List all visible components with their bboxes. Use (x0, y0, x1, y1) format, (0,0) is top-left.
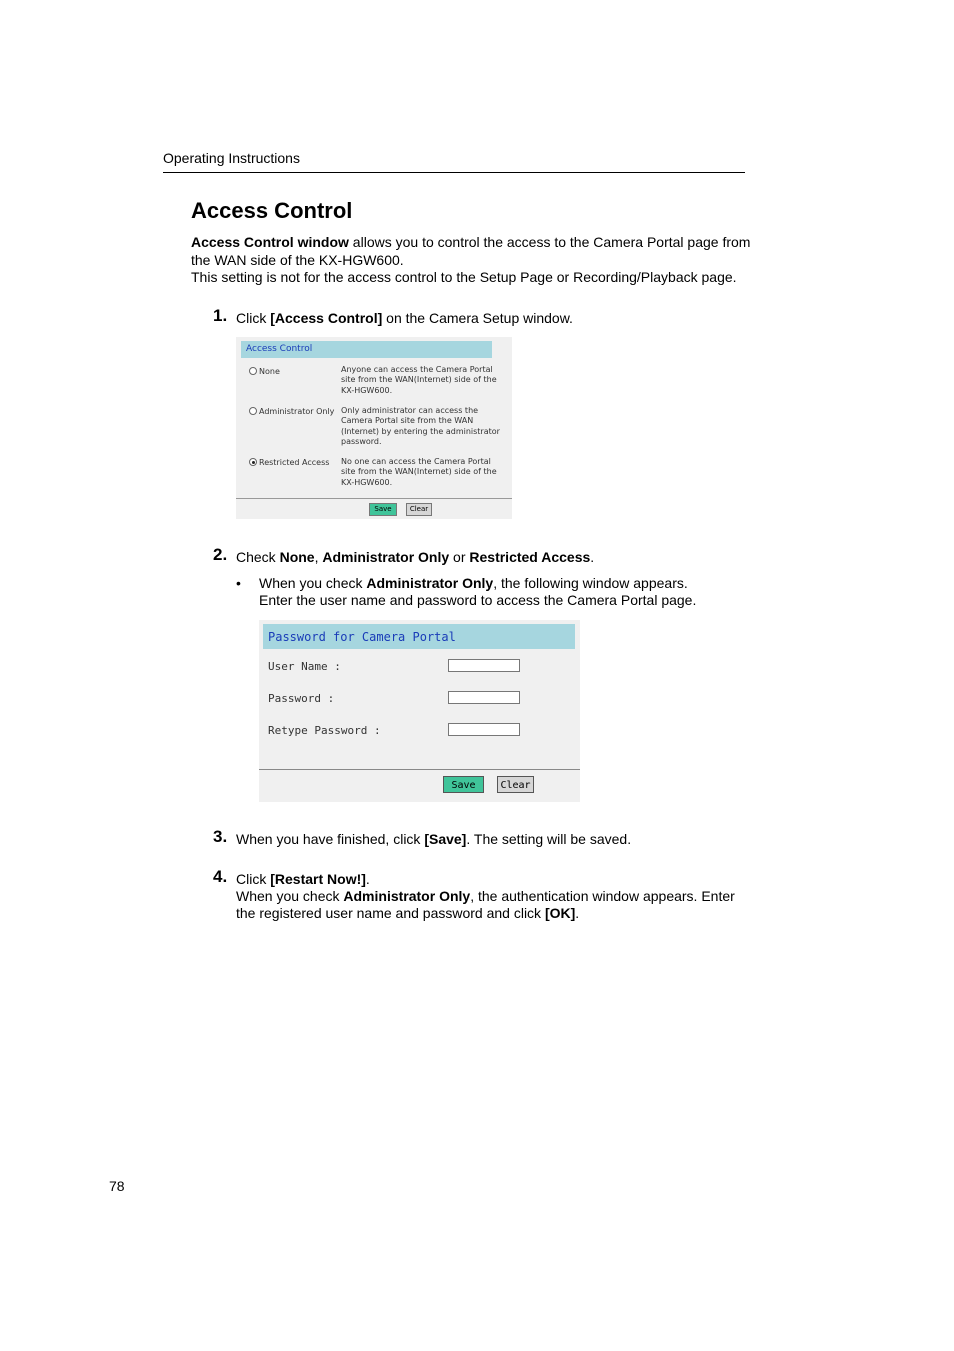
password-clear-button[interactable]: Clear (497, 776, 534, 793)
radio-admin-only-icon[interactable] (249, 407, 257, 415)
option-none-label: None (259, 367, 280, 376)
step-3-number: 3. (213, 827, 228, 846)
intro-line2: This setting is not for the access control to the Setup Page or Recording/Playback page. (191, 269, 737, 285)
step-4-line2-post: . (575, 905, 580, 921)
step-1-bold: [Access Control] (270, 310, 383, 326)
step-1-pre: Click (236, 310, 271, 326)
username-label: User Name : (268, 660, 341, 673)
password-save-button[interactable]: Save (443, 776, 484, 793)
step-4-line2-bold: Administrator Only (343, 888, 471, 904)
option-none-desc: Anyone can access the Camera Portal site from the WAN(Internet) side of the KX-HGW600. (341, 365, 497, 395)
option-admin-only-desc: Only administrator can access the Camera Portal site from the WAN (Internet) by entering the administrator password. (341, 406, 500, 446)
clear-button[interactable]: Clear (406, 503, 432, 516)
step-2-number: 2. (213, 545, 228, 564)
step-3-text (236, 831, 631, 848)
step-2-text (236, 549, 594, 566)
step-2-sep2: or (449, 549, 470, 565)
step-1-text (236, 310, 573, 327)
retype-password-label: Retype Password : (268, 724, 381, 737)
step-2-sep1: , (314, 549, 323, 565)
password-input[interactable] (448, 691, 520, 704)
option-restricted-desc: No one can access the Camera Portal site from the WAN(Internet) side of the KX-HGW600. (341, 457, 497, 487)
step-3-post: . The setting will be saved. (466, 831, 632, 847)
intro-lead-bold: Access Control window (191, 234, 349, 250)
password-label: Password : (268, 692, 335, 705)
step-4-post: . (365, 871, 370, 887)
password-screenshot (259, 620, 580, 802)
step-2-pre: Check (236, 549, 280, 565)
step-4-line2-mid: , the authentication window appears. Enter the registered user name and password and click (236, 888, 735, 921)
option-admin-only-label: Administrator Only (259, 407, 335, 416)
retype-password-input[interactable] (448, 723, 520, 736)
page-number: 78 (109, 1178, 125, 1194)
step-4-number: 4. (213, 867, 228, 886)
radio-none-icon[interactable] (249, 367, 257, 375)
step-1-post: on the Camera Setup window. (382, 310, 573, 326)
intro-lead-rest: allows you to control the access to the Camera Portal page from the WAN side of the KX-HGW600. (191, 234, 751, 268)
password-panel-divider (259, 769, 580, 770)
step-2-post: . (590, 549, 595, 565)
password-title-bar (263, 624, 575, 649)
password-panel-title: Password for Camera Portal (268, 630, 456, 644)
bullet-pre: When you check (259, 575, 367, 591)
section-title: Access Control (191, 198, 353, 223)
access-control-title-bar (241, 341, 492, 358)
step-1-number: 1. (213, 306, 228, 325)
bullet-bold: Administrator Only (366, 575, 494, 591)
step-4-pre: Click (236, 871, 271, 887)
step-2-bold-admin: Administrator Only (322, 549, 450, 565)
intro-paragraph (191, 234, 751, 287)
running-header: Operating Instructions (163, 150, 300, 166)
panel-divider (236, 498, 512, 499)
step-3-pre: When you have finished, click (236, 831, 425, 847)
bullet-post: , the following window appears. (493, 575, 688, 591)
bullet-text (259, 575, 739, 609)
radio-restricted-icon[interactable] (249, 458, 257, 466)
step-4-line2-pre: When you check (236, 888, 344, 904)
save-button[interactable]: Save (369, 503, 397, 516)
step-3-bold: [Save] (424, 831, 467, 847)
username-input[interactable] (448, 659, 520, 672)
access-control-panel-title: Access Control (246, 344, 313, 354)
step-2-bold-restricted: Restricted Access (469, 549, 591, 565)
bullet-mark: • (236, 575, 241, 591)
bullet-line2: Enter the user name and password to access the Camera Portal page. (259, 592, 697, 608)
header-rule (163, 172, 745, 173)
option-none[interactable] (249, 367, 280, 376)
option-admin-only[interactable] (249, 407, 334, 416)
step-4-text (236, 871, 746, 922)
step-4-line2-bold2: [OK] (544, 905, 576, 921)
step-4-bold: [Restart Now!] (270, 871, 366, 887)
access-control-screenshot (236, 337, 512, 519)
option-restricted[interactable] (249, 458, 329, 467)
option-restricted-label: Restricted Access (259, 458, 330, 467)
step-2-bold-none: None (279, 549, 315, 565)
